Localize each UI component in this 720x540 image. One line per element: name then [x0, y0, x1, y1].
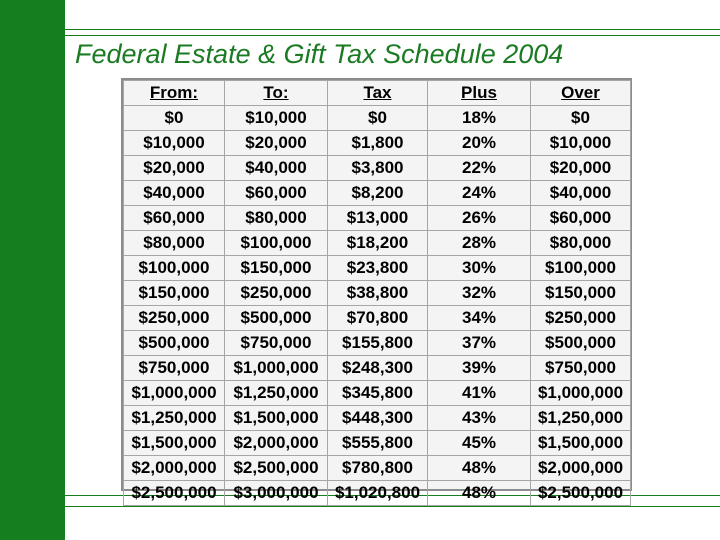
cell-to: $2,500,000	[225, 456, 328, 481]
cell-from: $80,000	[124, 231, 225, 256]
table-header-row	[124, 81, 631, 106]
cell-plus: 37%	[428, 331, 531, 356]
cell-over: $100,000	[531, 256, 631, 281]
cell-to: $1,000,000	[225, 356, 328, 381]
column-header-plus	[428, 81, 531, 106]
cell-tax: $38,800	[328, 281, 428, 306]
top-rule	[65, 29, 720, 30]
cell-plus: 22%	[428, 156, 531, 181]
cell-plus: 41%	[428, 381, 531, 406]
cell-from: $10,000	[124, 131, 225, 156]
cell-plus: 28%	[428, 231, 531, 256]
table-row	[124, 331, 631, 356]
cell-plus: 34%	[428, 306, 531, 331]
bottom-rule-inner	[65, 506, 720, 507]
cell-from: $2,500,000	[124, 481, 225, 506]
cell-plus: 32%	[428, 281, 531, 306]
cell-plus: 48%	[428, 456, 531, 481]
cell-plus: 24%	[428, 181, 531, 206]
cell-to: $250,000	[225, 281, 328, 306]
cell-from: $40,000	[124, 181, 225, 206]
cell-to: $60,000	[225, 181, 328, 206]
cell-from: $60,000	[124, 206, 225, 231]
cell-tax: $13,000	[328, 206, 428, 231]
cell-over: $0	[531, 106, 631, 131]
cell-plus: 30%	[428, 256, 531, 281]
side-accent-bar	[0, 0, 65, 540]
column-header-label: Plus	[461, 83, 497, 102]
table-row	[124, 181, 631, 206]
cell-to: $750,000	[225, 331, 328, 356]
table-row	[124, 481, 631, 506]
column-header-over	[531, 81, 631, 106]
table-row	[124, 281, 631, 306]
cell-tax: $1,800	[328, 131, 428, 156]
table-row	[124, 306, 631, 331]
column-header-from	[124, 81, 225, 106]
cell-over: $750,000	[531, 356, 631, 381]
cell-over: $250,000	[531, 306, 631, 331]
cell-over: $2,500,000	[531, 481, 631, 506]
cell-tax: $780,800	[328, 456, 428, 481]
column-header-label: Over	[561, 83, 600, 102]
table-row	[124, 106, 631, 131]
cell-tax: $3,800	[328, 156, 428, 181]
cell-tax: $23,800	[328, 256, 428, 281]
cell-from: $100,000	[124, 256, 225, 281]
cell-over: $1,000,000	[531, 381, 631, 406]
cell-to: $100,000	[225, 231, 328, 256]
table-row	[124, 456, 631, 481]
table-row	[124, 131, 631, 156]
cell-to: $3,000,000	[225, 481, 328, 506]
cell-tax: $18,200	[328, 231, 428, 256]
cell-over: $1,500,000	[531, 431, 631, 456]
table-row	[124, 231, 631, 256]
cell-from: $1,000,000	[124, 381, 225, 406]
cell-plus: 18%	[428, 106, 531, 131]
slide-title: Federal Estate & Gift Tax Schedule 2004	[75, 39, 564, 69]
cell-tax: $8,200	[328, 181, 428, 206]
cell-to: $1,250,000	[225, 381, 328, 406]
tax-schedule-table	[123, 80, 631, 506]
cell-to: $80,000	[225, 206, 328, 231]
cell-over: $2,000,000	[531, 456, 631, 481]
cell-tax: $0	[328, 106, 428, 131]
cell-from: $500,000	[124, 331, 225, 356]
cell-plus: 20%	[428, 131, 531, 156]
cell-from: $1,500,000	[124, 431, 225, 456]
cell-over: $500,000	[531, 331, 631, 356]
column-header-to	[225, 81, 328, 106]
cell-to: $500,000	[225, 306, 328, 331]
cell-plus: 26%	[428, 206, 531, 231]
cell-tax: $248,300	[328, 356, 428, 381]
cell-from: $250,000	[124, 306, 225, 331]
cell-tax: $345,800	[328, 381, 428, 406]
cell-from: $2,000,000	[124, 456, 225, 481]
top-rule-inner	[65, 35, 720, 36]
table-row	[124, 206, 631, 231]
cell-from: $1,250,000	[124, 406, 225, 431]
column-header-label: From:	[149, 83, 199, 102]
cell-tax: $448,300	[328, 406, 428, 431]
column-header-label: Tax	[363, 83, 392, 102]
cell-plus: 45%	[428, 431, 531, 456]
cell-to: $10,000	[225, 106, 328, 131]
column-header-label: To:	[263, 83, 289, 102]
table-body	[124, 106, 631, 506]
cell-tax: $555,800	[328, 431, 428, 456]
cell-over: $10,000	[531, 131, 631, 156]
table-row	[124, 381, 631, 406]
cell-from: $20,000	[124, 156, 225, 181]
cell-over: $1,250,000	[531, 406, 631, 431]
cell-plus: 43%	[428, 406, 531, 431]
table-row	[124, 431, 631, 456]
table-row	[124, 406, 631, 431]
table-row	[124, 356, 631, 381]
cell-tax: $155,800	[328, 331, 428, 356]
cell-to: $2,000,000	[225, 431, 328, 456]
cell-over: $40,000	[531, 181, 631, 206]
cell-plus: 48%	[428, 481, 531, 506]
cell-tax: $70,800	[328, 306, 428, 331]
cell-to: $150,000	[225, 256, 328, 281]
cell-over: $80,000	[531, 231, 631, 256]
cell-to: $20,000	[225, 131, 328, 156]
cell-tax: $1,020,800	[328, 481, 428, 506]
column-header-tax	[328, 81, 428, 106]
cell-over: $20,000	[531, 156, 631, 181]
tax-schedule-table-container	[121, 78, 632, 502]
cell-from: $750,000	[124, 356, 225, 381]
cell-from: $0	[124, 106, 225, 131]
cell-from: $150,000	[124, 281, 225, 306]
cell-to: $1,500,000	[225, 406, 328, 431]
table-row	[124, 156, 631, 181]
cell-over: $60,000	[531, 206, 631, 231]
cell-to: $40,000	[225, 156, 328, 181]
cell-over: $150,000	[531, 281, 631, 306]
cell-plus: 39%	[428, 356, 531, 381]
table-row	[124, 256, 631, 281]
